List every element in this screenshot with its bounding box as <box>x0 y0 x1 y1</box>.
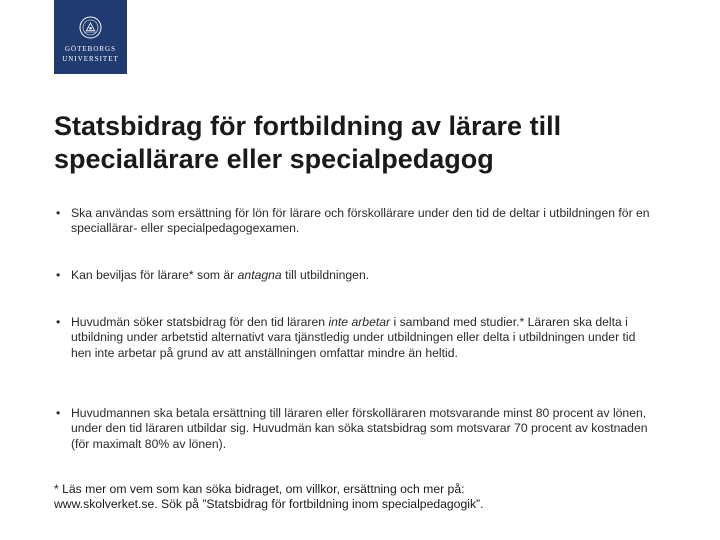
list-item <box>54 315 654 361</box>
footnote-line2: www.skolverket.se. Sök på ”Statsbidrag för fortbildning inom specialpedagogik”. <box>54 497 484 512</box>
logo-text-line1: GÖTEBORGS <box>64 45 116 53</box>
bullet-text-end: i samband med studier.* Läraren ska delta i utbildning under arbetstid alternativt vara tjänstledig under utbildningen eller delta i utbildningen under tid hen inte arbetar på grund av att anställningen omfattar mindre än heltid. <box>71 315 636 360</box>
bullet-text: Ska användas som ersättning för lön för lärare och förskollärare under den tid de deltar i utbildningen för en speciallärar- eller specialpedagogexamen. <box>71 206 650 236</box>
list-item <box>54 268 654 283</box>
bullet-text-end: till utbildningen. <box>281 268 370 282</box>
bullet-text-start: Huvudmän söker statsbidrag för den tid läraren <box>71 315 329 329</box>
bullet-text <box>71 268 654 283</box>
bullet-text <box>71 315 654 361</box>
bullet-marker: • <box>56 206 61 220</box>
logo-text-line2: UNIVERSITET <box>62 55 119 63</box>
list-item <box>54 206 654 237</box>
list-item <box>54 406 654 452</box>
bullet-text: Huvudmannen ska betala ersättning till läraren eller förskolläraren motsvarande minst 80 procent av lönen, under den tid läraren utbildar sig. Huvudmän kan söka statsbidrag som motsvarar 70 procent av kostnaden (för maximalt 80% av lönen). <box>71 406 648 451</box>
bullet-marker: • <box>56 315 61 329</box>
university-seal-icon <box>79 16 102 39</box>
bullet-marker: • <box>56 406 61 420</box>
page-title <box>54 110 694 176</box>
bullet-text-start: Kan beviljas för lärare* som är <box>71 268 238 282</box>
bullet-marker: • <box>56 268 61 282</box>
emphasized-text: inte arbetar <box>328 315 391 329</box>
footnote <box>54 482 674 513</box>
footnote-line1: * Läs mer om vem som kan söka bidraget, om villkor, ersättning och mer på: <box>54 482 465 496</box>
university-logo <box>54 0 127 74</box>
page-title-line2: speciallärare eller specialpedagog <box>54 144 494 174</box>
emphasized-text: antagna <box>237 268 282 282</box>
page-title-line1: Statsbidrag för fortbildning av lärare till <box>54 111 562 141</box>
